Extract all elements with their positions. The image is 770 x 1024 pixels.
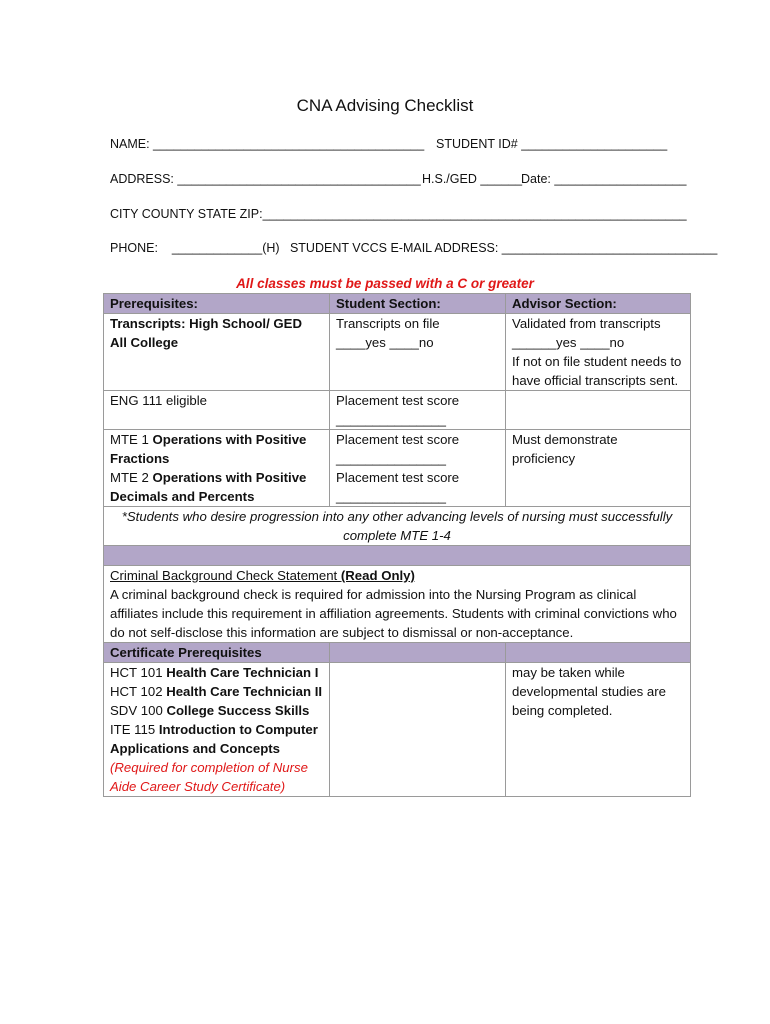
date-field[interactable]: Date: ___________________ (521, 172, 687, 186)
progression-note-row (104, 507, 691, 546)
mte2-placement-label: Placement test score (336, 470, 460, 485)
address-field[interactable]: ADDRESS: ___________________________________ (110, 172, 421, 186)
certificate-student (330, 663, 506, 797)
course-name: Introduction to Computer Applications and Concepts (110, 722, 318, 756)
mte1-code: MTE 1 (110, 432, 153, 447)
mte1-placement-label: Placement test score (336, 432, 460, 447)
separator-row (104, 546, 691, 566)
transcripts-label: Transcripts: High School/ GED (110, 316, 302, 331)
eng-student (330, 391, 506, 430)
criminal-body: A criminal background check is required for admission into the Nursing Program as clinical affiliates include this requirement in affiliation agreements. Students with criminal convictions who do not self-disclose this information are subject to dismissal or non-acceptance. (110, 587, 677, 640)
course-name: Health Care Technician II (166, 684, 323, 699)
mte-advisor: Must demonstrate proficiency (506, 430, 691, 507)
course-name: Health Care Technician I (166, 665, 319, 680)
hs-ged-field[interactable]: H.S./GED ______ (422, 172, 523, 186)
transcripts-on-file-yes-no[interactable]: ____yes ____no (336, 335, 434, 350)
transcripts-on-file-label: Transcripts on file (336, 316, 440, 331)
transcripts-student (330, 314, 506, 391)
header-prerequisites: Prerequisites: (104, 294, 330, 314)
criminal-heading-line (110, 566, 684, 585)
course-code: HCT 101 (110, 665, 167, 680)
course-item (110, 663, 323, 682)
city-county-state-zip-field[interactable]: CITY COUNTY STATE ZIP:_____________________________________________________________ (110, 207, 687, 221)
page-title: CNA Advising Checklist (296, 96, 474, 115)
mte2-name: Operations with Positive Decimals and Percents (110, 470, 307, 504)
transcripts-prereq (104, 314, 330, 391)
separator-cell (104, 546, 691, 566)
checklist-table (103, 293, 691, 797)
criminal-heading: Criminal Background Check Statement (110, 568, 341, 583)
transcripts-advisor-note: If not on file student needs to have official transcripts sent. (512, 354, 682, 388)
criminal-cell (104, 566, 691, 643)
read-only-label: (Read Only) (340, 568, 415, 583)
eng-placement-label: Placement test score (336, 393, 460, 408)
mte-student (330, 430, 506, 507)
certificate-heading: Certificate Prerequisites (104, 643, 330, 663)
name-field[interactable]: NAME: _______________________________________ (110, 137, 425, 151)
criminal-row (104, 566, 691, 643)
mte2-placement-score-field[interactable]: _______________ (336, 489, 447, 504)
mte-prereq (104, 430, 330, 507)
transcripts-row (104, 314, 691, 391)
course-name: College Success Skills (166, 703, 310, 718)
header-advisor-section: Advisor Section: (506, 294, 691, 314)
all-college-label: All College (110, 335, 179, 350)
certificate-header-student (330, 643, 506, 663)
mte1-name: Operations with Positive Fractions (110, 432, 307, 466)
course-item (110, 682, 323, 701)
certificate-row (104, 663, 691, 797)
student-id-field[interactable]: STUDENT ID# _____________________ (436, 137, 668, 151)
progression-note: *Students who desire progression into any other advancing levels of nursing must successfully complete MTE 1-4 (104, 507, 691, 546)
certificate-header-row (104, 643, 691, 663)
header-row (104, 294, 691, 314)
validated-yes-no[interactable]: ______yes ____no (512, 335, 625, 350)
course-code: ITE 115 (110, 722, 159, 737)
course-code: SDV 100 (110, 703, 167, 718)
eng-placement-score-field[interactable]: _______________ (336, 412, 447, 427)
certificate-header-advisor (506, 643, 691, 663)
certificate-advisor-note: may be taken while developmental studies are being completed. (506, 663, 691, 797)
mte1-placement-score-field[interactable]: _______________ (336, 451, 447, 466)
eng-row (104, 391, 691, 430)
course-item (110, 720, 323, 758)
certificate-courses (104, 663, 330, 797)
required-completion-note: (Required for completion of Nurse Aide Career Study Certificate) (110, 760, 308, 794)
mte2-item (110, 468, 323, 506)
course-item (110, 701, 323, 720)
grade-requirement-note: All classes must be passed with a C or greater (236, 276, 534, 291)
mte-row (104, 430, 691, 507)
transcripts-advisor (506, 314, 691, 391)
mte2-code: MTE 2 (110, 470, 153, 485)
phone-email-field[interactable]: PHONE: _____________(H) STUDENT VCCS E-MAIL ADDRESS: _______________________________ (110, 241, 718, 255)
course-code: HCT 102 (110, 684, 167, 699)
header-student-section: Student Section: (330, 294, 506, 314)
validated-label: Validated from transcripts (512, 316, 661, 331)
mte1-item (110, 430, 323, 468)
eng-advisor (506, 391, 691, 430)
eng-prereq: ENG 111 eligible (104, 391, 330, 430)
